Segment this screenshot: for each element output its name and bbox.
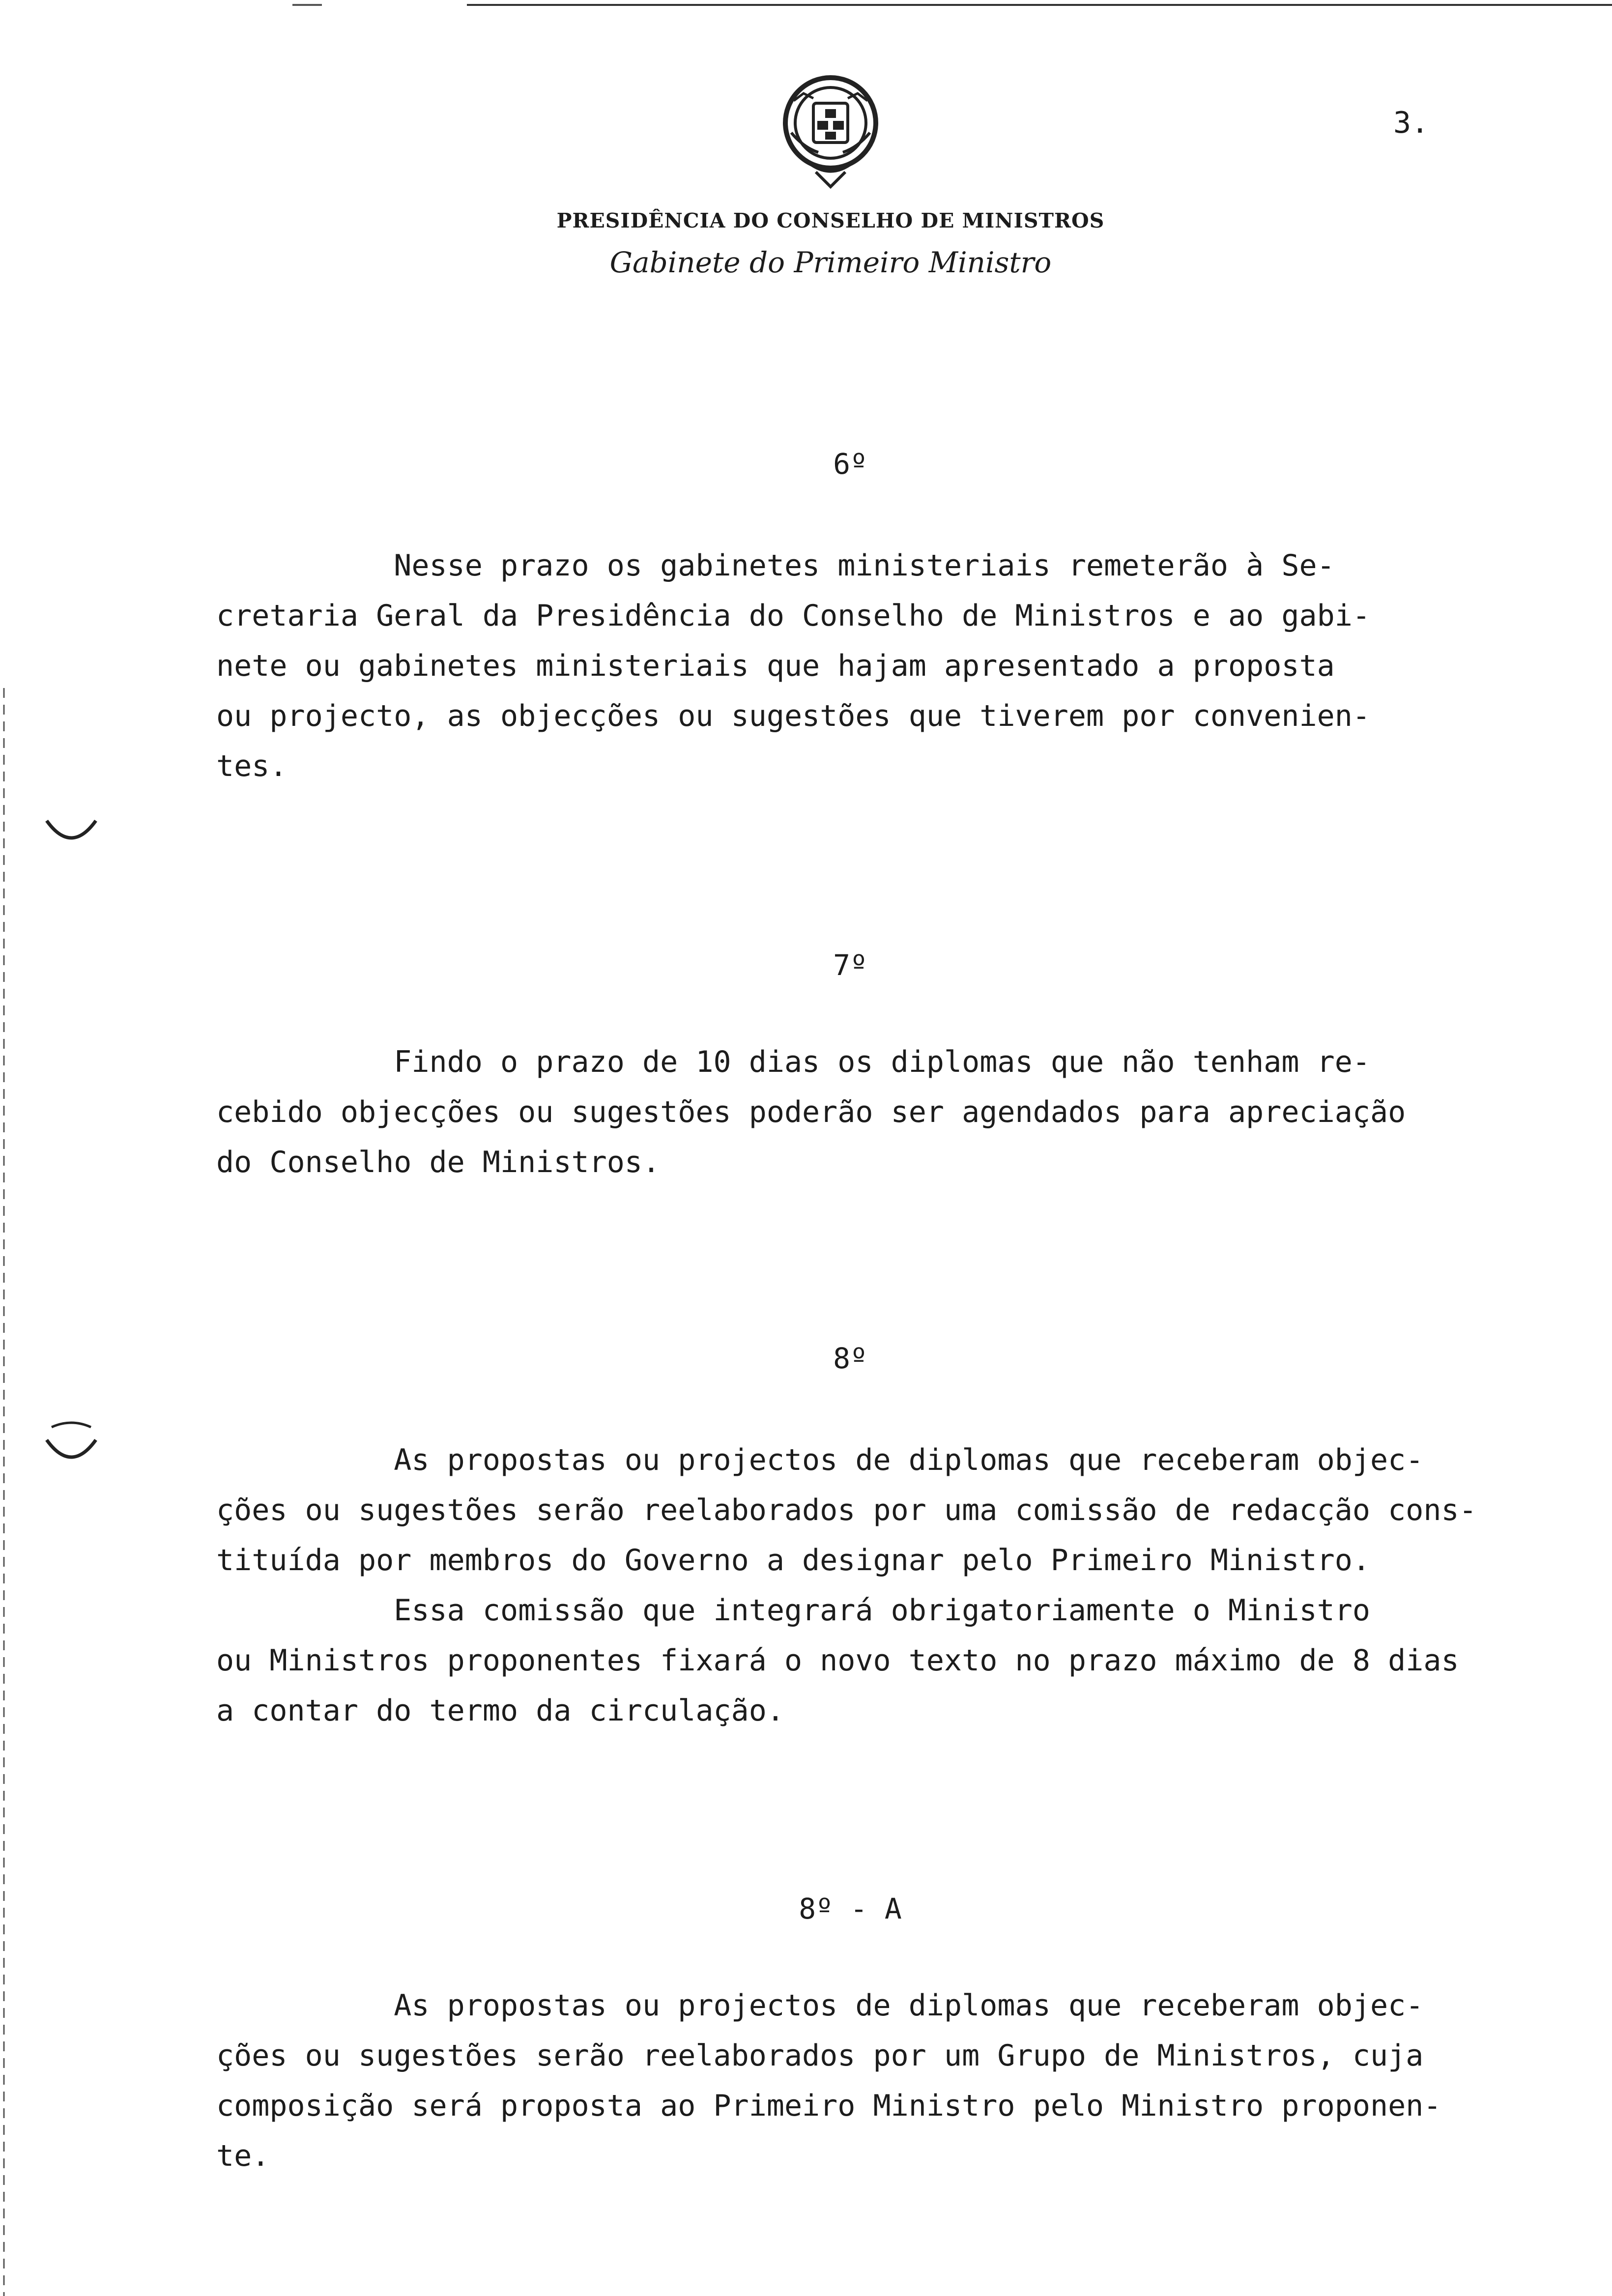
section-heading-8: 8º	[833, 1342, 867, 1375]
text-line: a contar do termo da circulação.	[216, 1693, 784, 1728]
section-heading-7: 7º	[833, 948, 867, 982]
text-line: Nesse prazo os gabinetes ministeriais remeterão à Se-	[216, 548, 1335, 583]
header-subtitle: Gabinete do Primeiro Ministro	[609, 246, 1052, 279]
text-line: tituída por membros do Governo a designar pelo Primeiro Ministro.	[216, 1543, 1370, 1578]
header-title: PRESIDÊNCIA DO CONSELHO DE MINISTROS	[556, 209, 1105, 232]
top-edge-rule	[467, 4, 1612, 6]
coat-of-arms-emblem	[774, 74, 887, 192]
binder-hole-mark	[42, 811, 101, 860]
text-line: composição será proposta ao Primeiro Ministro pelo Ministro proponen-	[216, 2089, 1441, 2123]
text-line: Findo o prazo de 10 dias os diplomas que não tenham re-	[216, 1045, 1370, 1079]
text-line: ou projecto, as objecções ou sugestões que tiverem por convenien-	[216, 699, 1370, 733]
text-line: As propostas ou projectos de diplomas que receberam objec-	[216, 1443, 1424, 1477]
left-edge-shadow	[0, 0, 15, 2296]
section-7-paragraph	[216, 1037, 1612, 1187]
text-line: Essa comissão que integrará obrigatoriamente o Ministro	[216, 1593, 1370, 1628]
top-edge-mark	[292, 4, 322, 6]
section-heading-6: 6º	[833, 447, 867, 481]
text-line: ções ou sugestões serão reelaborados por um Grupo de Ministros, cuja	[216, 2038, 1424, 2073]
text-line: tes.	[216, 749, 288, 783]
section-8a-paragraph	[216, 1980, 1612, 2181]
page-number: 3.	[1393, 106, 1429, 140]
text-line: As propostas ou projectos de diplomas que receberam objec-	[216, 1988, 1424, 2023]
text-line: cebido objecções ou sugestões poderão ser agendados para apreciação	[216, 1095, 1406, 1129]
section-6-paragraph	[216, 541, 1612, 791]
text-line: te.	[216, 2139, 270, 2173]
section-8-paragraph	[216, 1435, 1612, 1736]
section-heading-8a: 8º - A	[799, 1892, 902, 1925]
text-line: ou Ministros proponentes fixará o novo texto no prazo máximo de 8 dias	[216, 1643, 1459, 1678]
text-line: nete ou gabinetes ministeriais que hajam apresentado a proposta	[216, 649, 1335, 683]
text-line: ções ou sugestões serão reelaborados por uma comissão de redacção cons-	[216, 1493, 1477, 1527]
binder-hole-mark	[42, 1420, 101, 1474]
text-line: cretaria Geral da Presidência do Conselho de Ministros e ao gabi-	[216, 599, 1370, 633]
text-line: do Conselho de Ministros.	[216, 1145, 661, 1179]
